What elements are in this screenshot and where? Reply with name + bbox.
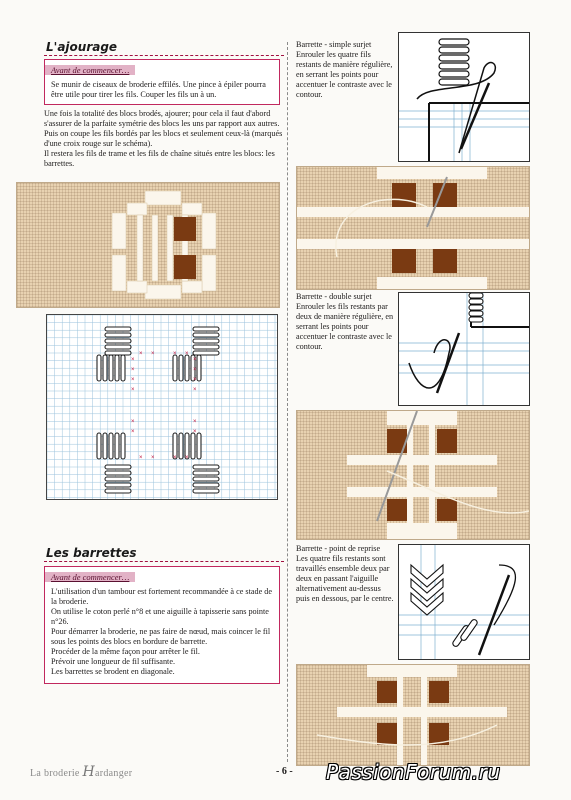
cut-mark: × — [193, 377, 197, 383]
caption-text: Enrouler les quatre fils restants de manière régulière, en serrant les points pour accentuer le contraste avec le contour. — [296, 50, 393, 99]
note-line: Procéder de la même façon pour arrêter le fil. — [51, 647, 200, 656]
photo-simple-surjet — [296, 166, 530, 290]
section-title-barrettes: Les barrettes — [46, 546, 137, 560]
cut-mark: × — [185, 455, 189, 461]
satin-stitch — [193, 489, 219, 493]
paragraph: Il restera les fils de trame et les fils de chaîne situés entre les blocs: les barrettes. — [44, 149, 275, 168]
embroidery-illustration — [297, 411, 529, 539]
cut-mark: × — [193, 387, 197, 393]
cut-mark: × — [193, 367, 197, 373]
satin-stitch — [105, 483, 131, 487]
satin-stitch — [105, 339, 131, 343]
satin-stitch — [109, 355, 113, 381]
satin-stitch — [105, 471, 131, 475]
satin-stitch — [191, 433, 195, 459]
satin-stitch — [193, 333, 219, 337]
cut-mark: × — [131, 357, 135, 363]
diagram-double-surjet — [398, 292, 530, 406]
satin-stitch — [173, 355, 177, 381]
cut-mark: × — [185, 351, 189, 357]
caption-title: Barrette - simple surjet — [296, 40, 372, 49]
cut-mark: × — [173, 455, 177, 461]
satin-stitch — [193, 339, 219, 343]
satin-stitch — [121, 433, 125, 459]
title-underline — [44, 55, 284, 56]
satin-stitch — [109, 433, 113, 459]
note-line: Les barrettes se brodent en diagonale. — [51, 667, 175, 676]
brand-rest: ardanger — [94, 768, 133, 779]
note-line: On utilise le coton perlé n°8 et une aiguille à tapisserie sans pointe n°26. — [51, 607, 269, 626]
satin-stitch — [197, 433, 201, 459]
satin-stitch — [115, 433, 119, 459]
embroidery-illustration — [297, 665, 529, 765]
watermark: PassionForum.ru — [326, 760, 501, 784]
photo-ajourage — [16, 182, 280, 308]
embroidery-illustration — [17, 183, 279, 307]
cut-mark: × — [151, 455, 155, 461]
cut-mark: × — [131, 387, 135, 393]
page-number: - 6 - — [276, 766, 293, 777]
diagram-point-de-reprise — [398, 544, 530, 660]
cut-mark: × — [131, 419, 135, 425]
satin-stitch — [105, 465, 131, 469]
satin-stitch — [193, 465, 219, 469]
satin-stitch — [97, 433, 101, 459]
note-line: Prévoir une longueur de fil suffisante. — [51, 657, 175, 666]
caption-point-de-reprise — [296, 544, 394, 604]
caption-title: Barrette - point de reprise — [296, 544, 381, 553]
note-box — [44, 566, 280, 684]
satin-stitch — [193, 351, 219, 355]
section-title-ajourage: L'ajourage — [46, 40, 118, 54]
caption-simple-surjet — [296, 40, 394, 100]
satin-stitch — [193, 477, 219, 481]
satin-stitch — [193, 345, 219, 349]
satin-stitch — [105, 327, 131, 331]
satin-stitch — [179, 433, 183, 459]
satin-stitch — [197, 355, 201, 381]
satin-stitch — [105, 477, 131, 481]
satin-stitch — [105, 351, 131, 355]
satin-stitch — [103, 355, 107, 381]
satin-stitch — [185, 355, 189, 381]
satin-stitch — [193, 327, 219, 331]
note-tab: Avant de commencer… — [45, 65, 135, 75]
brand-cap: H — [82, 764, 95, 780]
caption-text: Enrouler les fils restants par deux de manière régulière, en serrant les points pour accentuer le contraste avec le contour. — [296, 302, 394, 351]
brand-prefix: La broderie — [30, 768, 83, 779]
satin-stitch — [97, 355, 101, 381]
body-text — [44, 109, 284, 169]
needle-diagram — [399, 293, 529, 405]
cut-mark: × — [139, 351, 143, 357]
footer-brand — [30, 764, 132, 780]
satin-stitch — [105, 489, 131, 493]
title-underline — [44, 561, 284, 562]
schema-grid — [46, 314, 278, 500]
satin-stitch — [193, 471, 219, 475]
column-divider — [287, 42, 288, 762]
cut-mark: × — [193, 357, 197, 363]
cut-mark: × — [193, 419, 197, 425]
cut-mark: × — [131, 367, 135, 373]
paragraph: Une fois la totalité des blocs brodés, ajourer; pour cela il faut d'abord s'assurer de la parfaite symétrie des blocs les uns par rapport aux autres. Puis on coupe les fils bordés par les blocs et seulement ceux-là (marqués d'une croix rouge sur le schéma). — [44, 109, 283, 148]
diagram-simple-surjet — [398, 32, 530, 162]
needle-diagram — [399, 545, 529, 659]
cut-mark: × — [193, 429, 197, 435]
note-box — [44, 59, 280, 105]
satin-stitch — [105, 345, 131, 349]
satin-stitch — [105, 333, 131, 337]
satin-stitch — [179, 355, 183, 381]
cut-mark: × — [139, 455, 143, 461]
note-text: Se munir de ciseaux de broderie effilés. Une pince à épiler pourra être utile pour tirer les fils. Couper les fils un à un. — [51, 80, 266, 99]
cut-mark: × — [131, 429, 135, 435]
satin-stitch — [121, 355, 125, 381]
note-line: L'utilisation d'un tambour est fortement recommandée à ce stade de la broderie. — [51, 587, 272, 606]
embroidery-illustration — [297, 167, 529, 289]
cut-mark: × — [131, 377, 135, 383]
note-line: Pour démarrer la broderie, ne pas faire de nœud, mais coincer le fil sous les points des blocs en bordure de barrette. — [51, 627, 271, 646]
satin-stitch — [115, 355, 119, 381]
cut-mark: × — [151, 351, 155, 357]
cut-mark: × — [173, 351, 177, 357]
note-tab: Avant de commencer… — [45, 572, 135, 582]
satin-stitch — [193, 483, 219, 487]
caption-text: Les quatre fils restants sont travaillés ensemble deux par deux en passant l'aiguille alternativement au-dessus puis en dessous, par le centre. — [296, 554, 394, 603]
caption-double-surjet — [296, 292, 394, 352]
needle-diagram — [399, 33, 529, 161]
photo-point-de-reprise — [296, 664, 530, 766]
satin-stitch — [103, 433, 107, 459]
schema-illustration — [47, 315, 277, 499]
photo-double-surjet — [296, 410, 530, 540]
caption-title: Barrette - double surjet — [296, 292, 372, 301]
